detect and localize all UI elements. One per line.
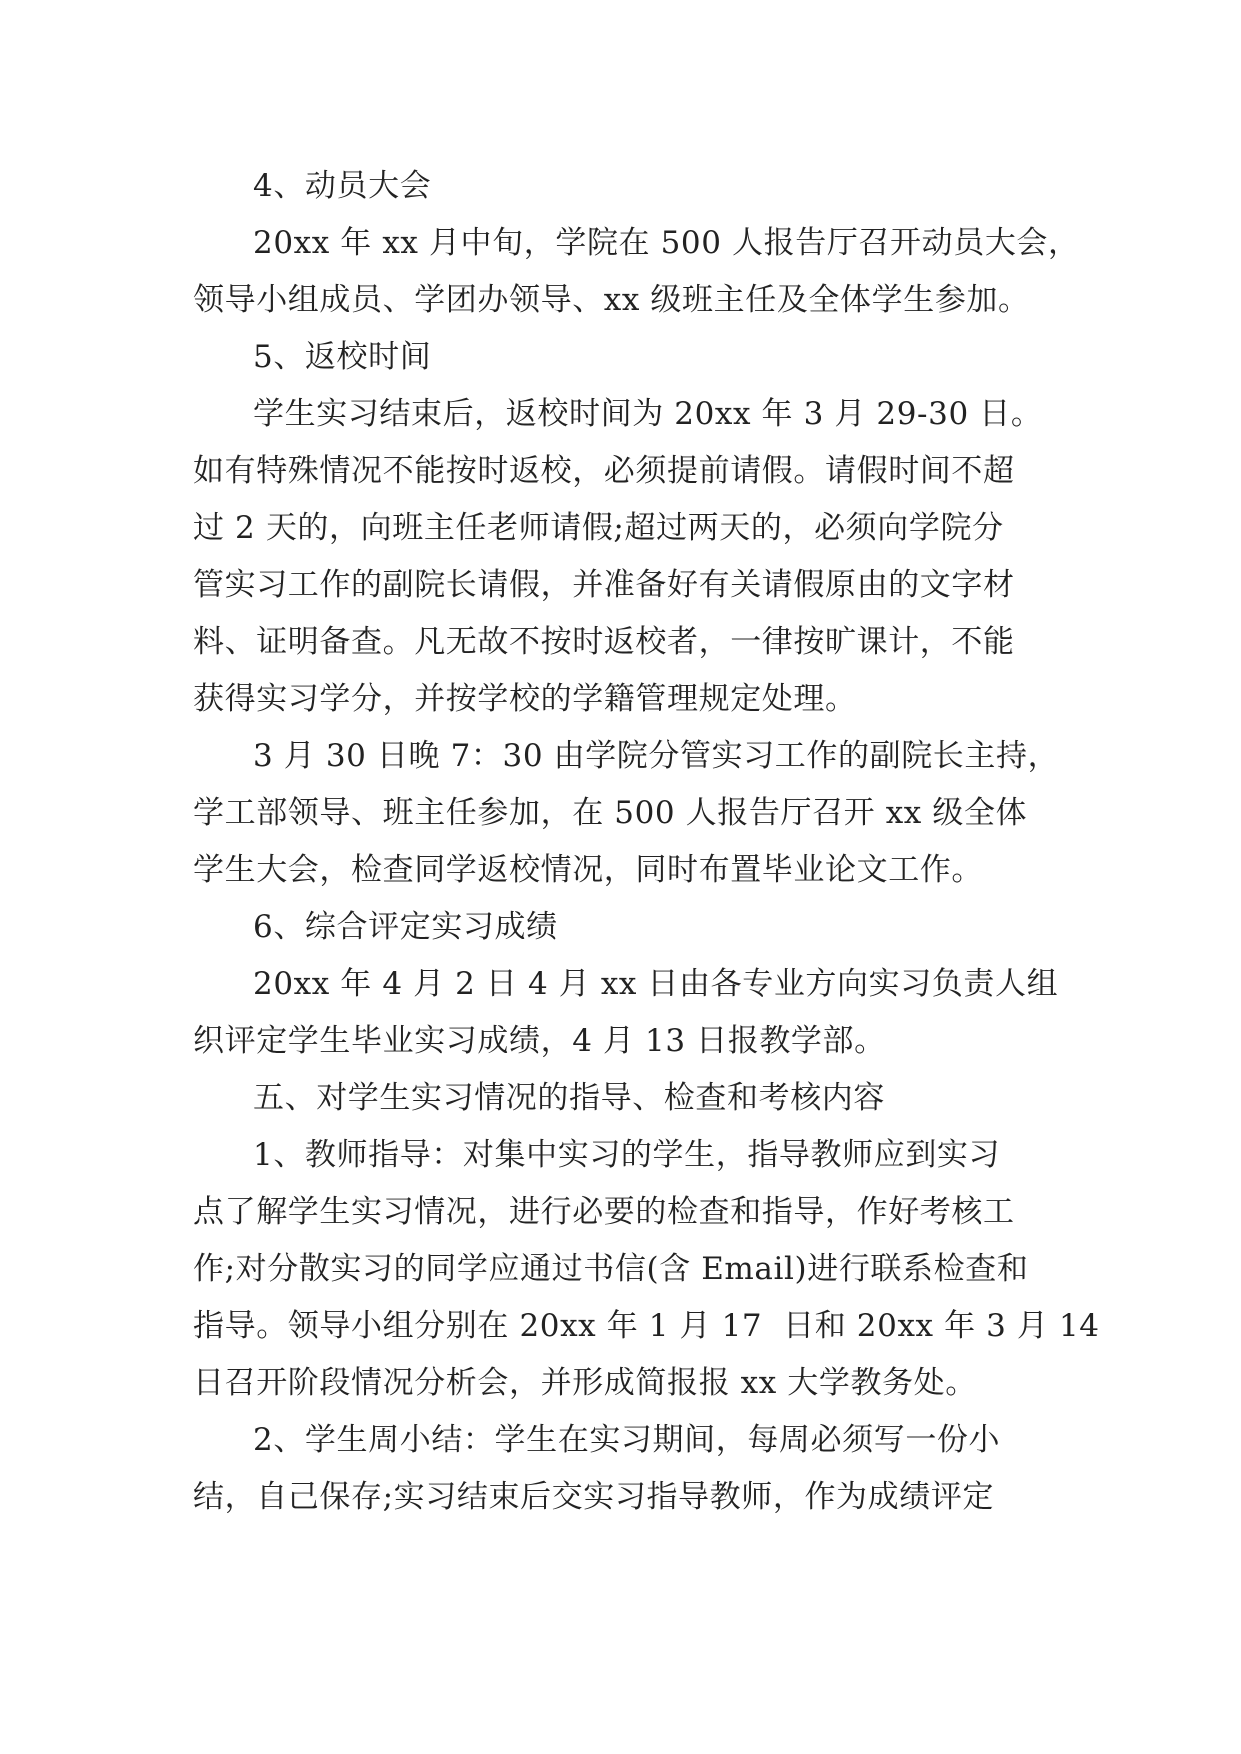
paragraph-line: 学工部领导、班主任参加，在 500 人报告厅召开 xx 级全体	[193, 795, 1028, 831]
paragraph-line: 如有特殊情况不能按时返校，必须提前请假。请假时间不超	[193, 453, 1015, 489]
paragraph-line: 1、教师指导：对集中实习的学生，指导教师应到实习	[253, 1137, 1001, 1173]
paragraph-line: 织评定学生毕业实习成绩，4 月 13 日报教学部。	[193, 1023, 886, 1059]
paragraph-line: 获得实习学分，并按学校的学籍管理规定处理。	[193, 681, 857, 717]
paragraph-line: 20xx 年 4 月 2 日 4 月 xx 日由各专业方向实习负责人组	[253, 966, 1059, 1002]
paragraph-line: 2、学生周小结：学生在实习期间，每周必须写一份小	[253, 1422, 1001, 1458]
paragraph-line: 过 2 天的，向班主任老师请假;超过两天的，必须向学院分	[193, 510, 1004, 546]
paragraph-line: 结，自己保存;实习结束后交实习指导教师，作为成绩评定	[193, 1479, 995, 1515]
paragraph-line: 指导。领导小组分别在 20xx 年 1 月 17 日和 20xx 年 3 月 14	[193, 1308, 1100, 1344]
heading-mobilization-meeting: 4、动员大会	[253, 168, 432, 204]
paragraph-line: 学生大会，检查同学返校情况，同时布置毕业论文工作。	[193, 852, 983, 888]
heading-return-time: 5、返校时间	[253, 339, 432, 375]
paragraph-line: 领导小组成员、学团办领导、xx 级班主任及全体学生参加。	[193, 282, 1030, 318]
paragraph-line: 管实习工作的副院长请假，并准备好有关请假原由的文字材	[193, 567, 1015, 603]
paragraph-line: 点了解学生实习情况，进行必要的检查和指导，作好考核工	[193, 1194, 1015, 1230]
paragraph-line: 作;对分散实习的同学应通过书信(含 Email)进行联系检查和	[193, 1251, 1029, 1287]
paragraph-line: 料、证明备查。凡无故不按时返校者，一律按旷课计，不能	[193, 624, 1015, 660]
heading-overall-evaluation: 6、综合评定实习成绩	[253, 909, 558, 945]
paragraph-line: 学生实习结束后，返校时间为 20xx 年 3 月 29-30 日。	[253, 396, 1043, 432]
paragraph-line: 3 月 30 日晚 7：30 由学院分管实习工作的副院长主持，	[253, 738, 1060, 774]
paragraph-line: 日召开阶段情况分析会，并形成简报报 xx 大学教务处。	[193, 1365, 977, 1401]
section-heading-guidance: 五、对学生实习情况的指导、检查和考核内容	[253, 1080, 885, 1116]
paragraph-line: 20xx 年 xx 月中旬，学院在 500 人报告厅召开动员大会，	[253, 225, 1080, 261]
